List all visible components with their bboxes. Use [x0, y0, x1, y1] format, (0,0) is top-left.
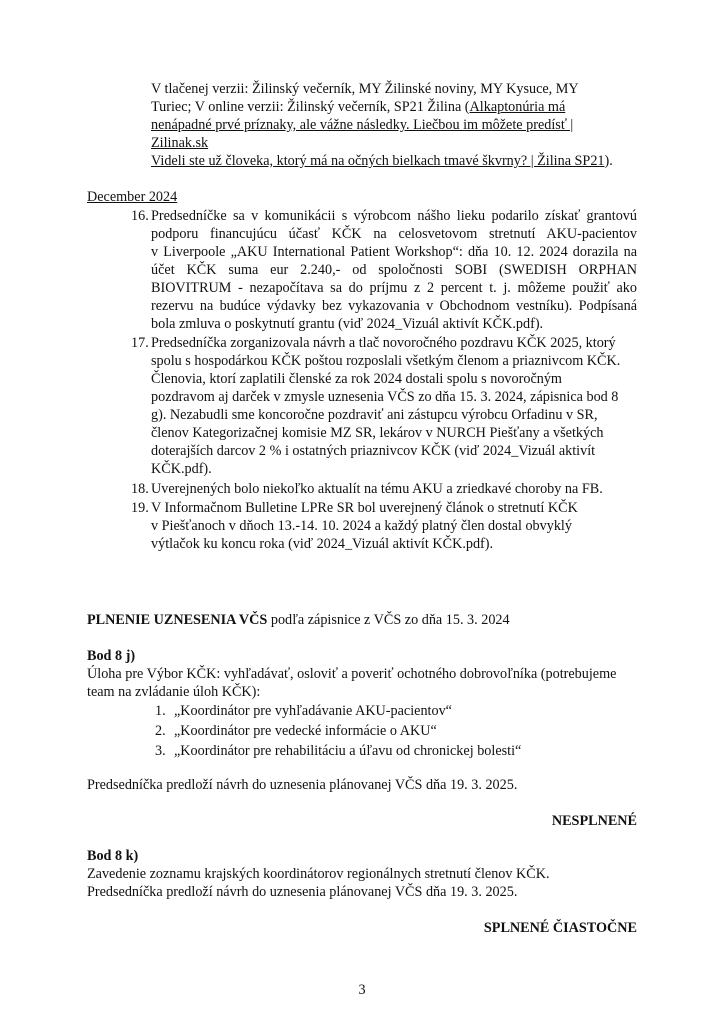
bod-8j-text: team na zvládanie úloh KČK): — [87, 684, 261, 700]
list-item-17-line: pozdravom aj darček v zmysle uznesenia VČS zo dňa 15. 3. 2024, zápisnica bod 8 — [151, 389, 619, 405]
page-number: 3 — [358, 982, 366, 998]
list-item-17-line: spolu s hospodárkou KČK poštou rozposlali všetkým členom a priaznivcom KČK. — [151, 353, 621, 369]
bod-8j-heading: Bod 8 j) — [87, 648, 136, 664]
bod-8k-heading: Bod 8 k) — [87, 848, 139, 864]
article-link-zilinak[interactable]: Alkaptonúria má — [469, 99, 566, 115]
list-item-19-line: v Piešťanoch v dňoch 13.-14. 10. 2024 a každý platný člen dostal obvyklý — [151, 518, 572, 534]
coordinator-item: „Koordinátor pre rehabilitáciu a úľavu od chronickej bolesti“ — [174, 743, 522, 759]
list-item-number: 2. — [155, 723, 166, 739]
list-item-16-line: v Liverpoole „AKU International Patient Workshop“: dňa 10. 12. 2024 dorazila na — [151, 244, 637, 260]
list-item-17-line: členov Kategorizačnej komisie MZ SR, lekárov v NURCH Piešťany a všetkých — [151, 425, 604, 441]
bod-8k-text: Zavedenie zoznamu krajských koordinátorov regionálnych stretnutí členov KČK. — [87, 866, 550, 882]
coordinator-item: „Koordinátor pre vyhľadávanie AKU-pacientov“ — [174, 703, 452, 719]
article-link-sp21[interactable]: Videli ste už človeka, ktorý má na očných bielkach tmavé škvrny? | Žilina SP21 — [151, 153, 605, 169]
list-item-number: 19. — [131, 500, 149, 516]
list-item-19-line: výtlačok ku koncu roka (viď 2024_Vizuál aktivít KČK.pdf). — [151, 536, 494, 552]
list-item-16-line: BIOVITRUM - nezapočítava sa do príjmu z 2 percent t. j. môžeme použiť ako — [151, 280, 637, 296]
section-title-plnenie — [87, 612, 510, 629]
bod-8j-text: Úloha pre Výbor KČK: vyhľadávať, osloviť a poveriť ochotného dobrovoľníka (potrebujeme — [87, 666, 617, 682]
intro-line-2 — [151, 99, 565, 116]
list-item-number: 18. — [131, 481, 149, 497]
section-heading-december: December 2024 — [87, 189, 178, 205]
list-item-16-line: rezervu na budúce výdavky bez vykazovania v Obchodnom vestníku). Podpísaná — [151, 298, 637, 314]
intro-line-1: V tlačenej verzii: Žilinský večerník, MY Žilinské noviny, MY Kysuce, MY — [151, 81, 579, 97]
list-item-number: 3. — [155, 743, 166, 759]
list-item-number: 16. — [131, 208, 149, 224]
article-link-zilinak-domain[interactable]: Zilinak.sk — [151, 135, 209, 151]
status-badge: NESPLNENÉ — [551, 813, 637, 829]
list-item-17-line: g). Nezabudli sme koncoročne pozdraviť ani zástupcu výrobcu Orfadinu v SR, — [151, 407, 598, 423]
list-item-16-line: podporu financujúcu účasť KČK na celosvetovom stretnutí AKU-pacientov — [151, 226, 637, 242]
section-title-bold: PLNENIE UZNESENIA VČS — [87, 612, 268, 628]
list-item-17-line: doterajších darcov 2 % i ostatných priaznivcov KČK (viď 2024_Vizuál aktivít — [151, 443, 596, 459]
section-title-rest: podľa zápisnice z VČS zo dňa 15. 3. 2024 — [267, 612, 510, 628]
intro-line-2-text: Turiec; V online verzii: Žilinský večerník, SP21 Žilina ( — [151, 99, 470, 115]
list-item-16-line: bola zmluva o poskytnutí grantu (viď 2024_Vizuál aktivít KČK.pdf). — [151, 316, 544, 332]
coordinator-item: „Koordinátor pre vedecké informácie o AKU“ — [174, 723, 437, 739]
bod-8k-text: Predsedníčka predloží návrh do uznesenia plánovanej VČS dňa 19. 3. 2025. — [87, 884, 518, 900]
list-item-16-line: Predsedníčke sa v komunikácii s výrobcom nášho lieku podarilo získať grantovú — [151, 208, 637, 224]
list-item-17-line: Predsedníčka zorganizovala návrh a tlač novoročného pozdravu KČK 2025, ktorý — [151, 335, 616, 351]
intro-line-5 — [151, 153, 613, 170]
list-item-18-line: Uverejnených bolo niekoľko aktualít na tému AKU a zriedkavé choroby na FB. — [151, 481, 603, 497]
list-item-17-line: KČK.pdf). — [151, 461, 212, 477]
list-item-17-line: Členovia, ktorí zaplatili členské za rok 2024 dostali spolu s novoročným — [151, 371, 562, 387]
intro-line-5-end: ). — [604, 153, 613, 169]
bod-8j-note: Predsedníčka predloží návrh do uznesenia plánovanej VČS dňa 19. 3. 2025. — [87, 777, 518, 793]
list-item-19-line: V Informačnom Bulletine LPRe SR bol uverejnený článok o stretnutí KČK — [151, 500, 578, 516]
article-link-zilinak-cont[interactable]: nenápadné prvé príznaky, ale vážne následky. Liečbou im môžete predísť | — [151, 117, 574, 133]
list-item-number: 17. — [131, 335, 149, 351]
list-item-number: 1. — [155, 703, 166, 719]
list-item-16-line: účet KČK suma eur 2.240,- od spoločnosti SOBI (SWEDISH ORPHAN — [151, 262, 637, 278]
status-badge: SPLNENÉ ČIASTOČNE — [483, 920, 637, 936]
